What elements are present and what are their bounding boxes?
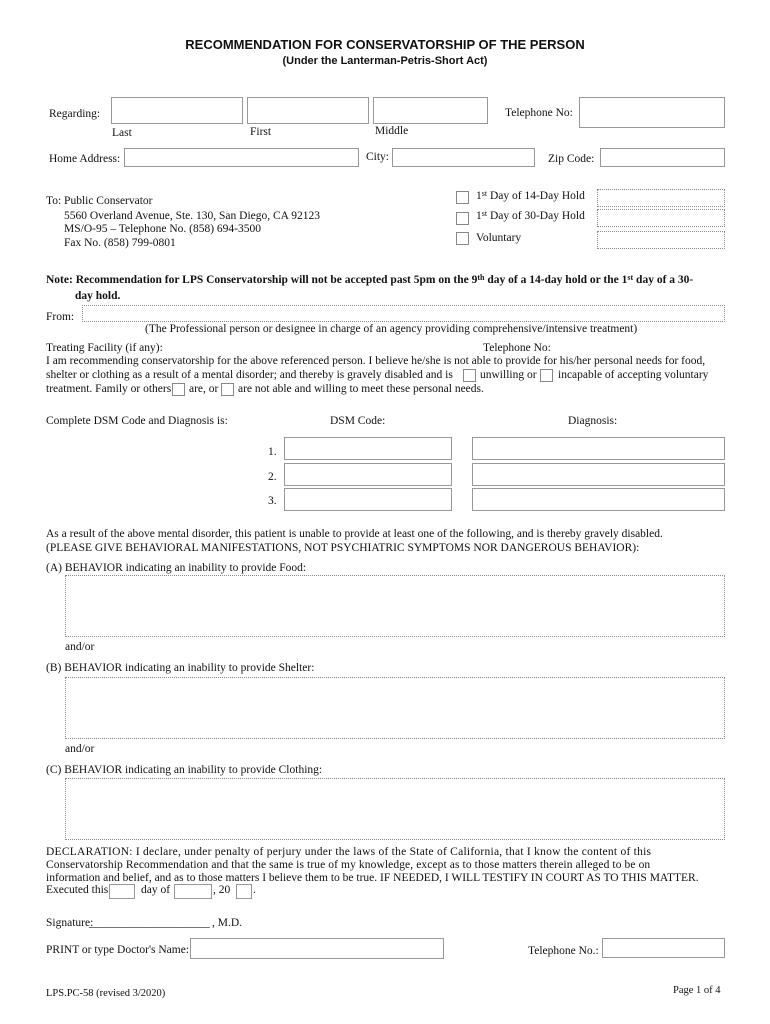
to-line-2: 5560 Overland Avenue, Ste. 130, San Diego, CA 92123 <box>64 210 320 222</box>
signature-label: Signature: <box>46 917 94 929</box>
family-are-not-checkbox[interactable] <box>221 383 234 396</box>
to-line-3: MS/O-95 – Telephone No. (858) 694-3500 <box>64 223 262 235</box>
executed-label: Executed this <box>46 884 109 896</box>
unwilling-label: unwilling or <box>480 369 537 381</box>
and-or-2: and/or <box>65 743 95 755</box>
dsm-code-3-field[interactable] <box>284 488 452 511</box>
note-line-2: day hold. <box>75 290 121 302</box>
note-line-1: Note: Recommendation for LPS Conservatorship will not be accepted past 5pm on the 9th day of a 14-day hold or the 1st day of a 30- <box>46 273 694 286</box>
voluntary-label: Voluntary <box>476 232 522 244</box>
dsm-row-3-number: 3. <box>268 495 277 507</box>
recommend-line-1: I am recommending conservatorship for the above referenced person. I believe he/she is not able to provide for his/her personal needs for food, <box>46 355 706 367</box>
from-field[interactable] <box>82 305 725 322</box>
hold-30-day-date-field[interactable] <box>597 209 725 227</box>
executed-year-field[interactable] <box>236 884 252 899</box>
home-address-label: Home Address: <box>49 153 121 165</box>
home-address-field[interactable] <box>124 148 359 167</box>
dsm-code-1-field[interactable] <box>284 437 452 460</box>
declaration-line-2: Conservatorship Recommendation and that the same is true of my knowledge, except as to those matters therein alleged to be on <box>46 859 651 871</box>
city-label: City: <box>366 151 390 163</box>
regarding-label: Regarding: <box>49 108 101 120</box>
behavior-shelter-field[interactable] <box>65 677 725 739</box>
city-field[interactable] <box>392 148 535 167</box>
doctor-name-label: PRINT or type Doctor's Name: <box>46 944 190 956</box>
dsm-code-header: DSM Code: <box>330 415 386 427</box>
voluntary-date-field[interactable] <box>597 231 725 249</box>
last-caption: Last <box>112 127 132 139</box>
day-of-label: day of <box>141 884 171 896</box>
middle-name-field[interactable] <box>373 97 488 124</box>
last-name-field[interactable] <box>111 97 243 124</box>
disability-line-2: (PLEASE GIVE BEHAVIORAL MANIFESTATIONS, NOT PSYCHIATRIC SYMPTOMS NOR DANGEROUS BEHAVIOR): <box>46 542 640 554</box>
dsm-code-2-field[interactable] <box>284 463 452 486</box>
declaration-line-1: DECLARATION: I declare, under penalty of perjury under the laws of the State of California, that I know the content of this <box>46 846 652 858</box>
voluntary-checkbox[interactable] <box>456 232 469 245</box>
hold-30-day-label: 1st Day of 30-Day Hold <box>476 209 585 222</box>
telephone-label: Telephone No: <box>505 107 573 119</box>
are-not-label: are not able and willing to meet these personal needs. <box>238 383 484 395</box>
zip-label: Zip Code: <box>548 153 595 165</box>
first-name-field[interactable] <box>247 97 369 124</box>
executed-period: . <box>253 884 256 896</box>
doctor-name-field[interactable] <box>190 938 444 959</box>
doctor-telephone-field[interactable] <box>602 938 725 958</box>
from-caption: (The Professional person or designee in charge of an agency providing comprehensive/intensive treatment) <box>145 323 638 335</box>
diagnosis-header: Diagnosis: <box>568 415 618 427</box>
signature-line[interactable]: _____________________ <box>89 917 210 929</box>
dsm-row-1-number: 1. <box>268 446 277 458</box>
family-are-checkbox[interactable] <box>172 383 185 396</box>
form-id: LPS.PC-58 (revised 3/2020) <box>46 988 166 999</box>
dsm-row-2-number: 2. <box>268 471 277 483</box>
behavior-clothing-field[interactable] <box>65 778 725 840</box>
to-line-1: To: Public Conservator <box>46 195 153 207</box>
first-caption: First <box>250 126 272 138</box>
recommend-line-3a: treatment. Family or others <box>46 383 172 395</box>
from-label: From: <box>46 311 75 323</box>
incapable-label: incapable of accepting voluntary <box>558 369 709 381</box>
middle-caption: Middle <box>375 125 409 137</box>
treating-telephone-label: Telephone No: <box>483 342 551 354</box>
hold-14-day-checkbox[interactable] <box>456 191 469 204</box>
to-line-4: Fax No. (858) 799-0801 <box>64 237 176 249</box>
hold-30-day-checkbox[interactable] <box>456 212 469 225</box>
diagnosis-2-field[interactable] <box>472 463 725 486</box>
incapable-checkbox[interactable] <box>540 369 553 382</box>
behavior-food-label: (A) BEHAVIOR indicating an inability to provide Food: <box>46 562 307 574</box>
page-title: RECOMMENDATION FOR CONSERVATORSHIP OF THE PERSON <box>185 37 585 52</box>
behavior-clothing-label: (C) BEHAVIOR indicating an inability to provide Clothing: <box>46 764 323 776</box>
executed-month-field[interactable] <box>174 884 212 899</box>
behavior-shelter-label: (B) BEHAVIOR indicating an inability to provide Shelter: <box>46 662 315 674</box>
doctor-telephone-label: Telephone No.: <box>528 945 599 957</box>
and-or-1: and/or <box>65 641 95 653</box>
md-label: , M.D. <box>212 917 243 929</box>
zip-field[interactable] <box>600 148 725 167</box>
are-label: are, or <box>189 383 219 395</box>
declaration-line-3: information and belief, and as to those matters I believe them to be true. IF NEEDED, I WILL TESTIFY IN COURT AS TO THIS MATTER. <box>46 872 699 884</box>
disability-line-1: As a result of the above mental disorder, this patient is unable to provide at least one of the following, and is thereby gravely disabled. <box>46 528 663 540</box>
telephone-field[interactable] <box>579 97 725 128</box>
diagnosis-3-field[interactable] <box>472 488 725 511</box>
hold-14-day-date-field[interactable] <box>597 189 725 207</box>
unwilling-checkbox[interactable] <box>463 369 476 382</box>
recommend-line-2a: shelter or clothing as a result of a mental disorder; and thereby is gravely disabled and is <box>46 369 453 381</box>
treating-facility-label: Treating Facility (if any): <box>46 342 163 354</box>
year-prefix-label: , 20 <box>213 884 231 896</box>
dsm-label: Complete DSM Code and Diagnosis is: <box>46 415 228 427</box>
diagnosis-1-field[interactable] <box>472 437 725 460</box>
executed-day-field[interactable] <box>109 884 135 899</box>
behavior-food-field[interactable] <box>65 575 725 637</box>
hold-14-day-label: 1st Day of 14-Day Hold <box>476 189 585 202</box>
page-number: Page 1 of 4 <box>673 985 721 996</box>
page-subtitle: (Under the Lanterman-Petris-Short Act) <box>282 55 488 67</box>
